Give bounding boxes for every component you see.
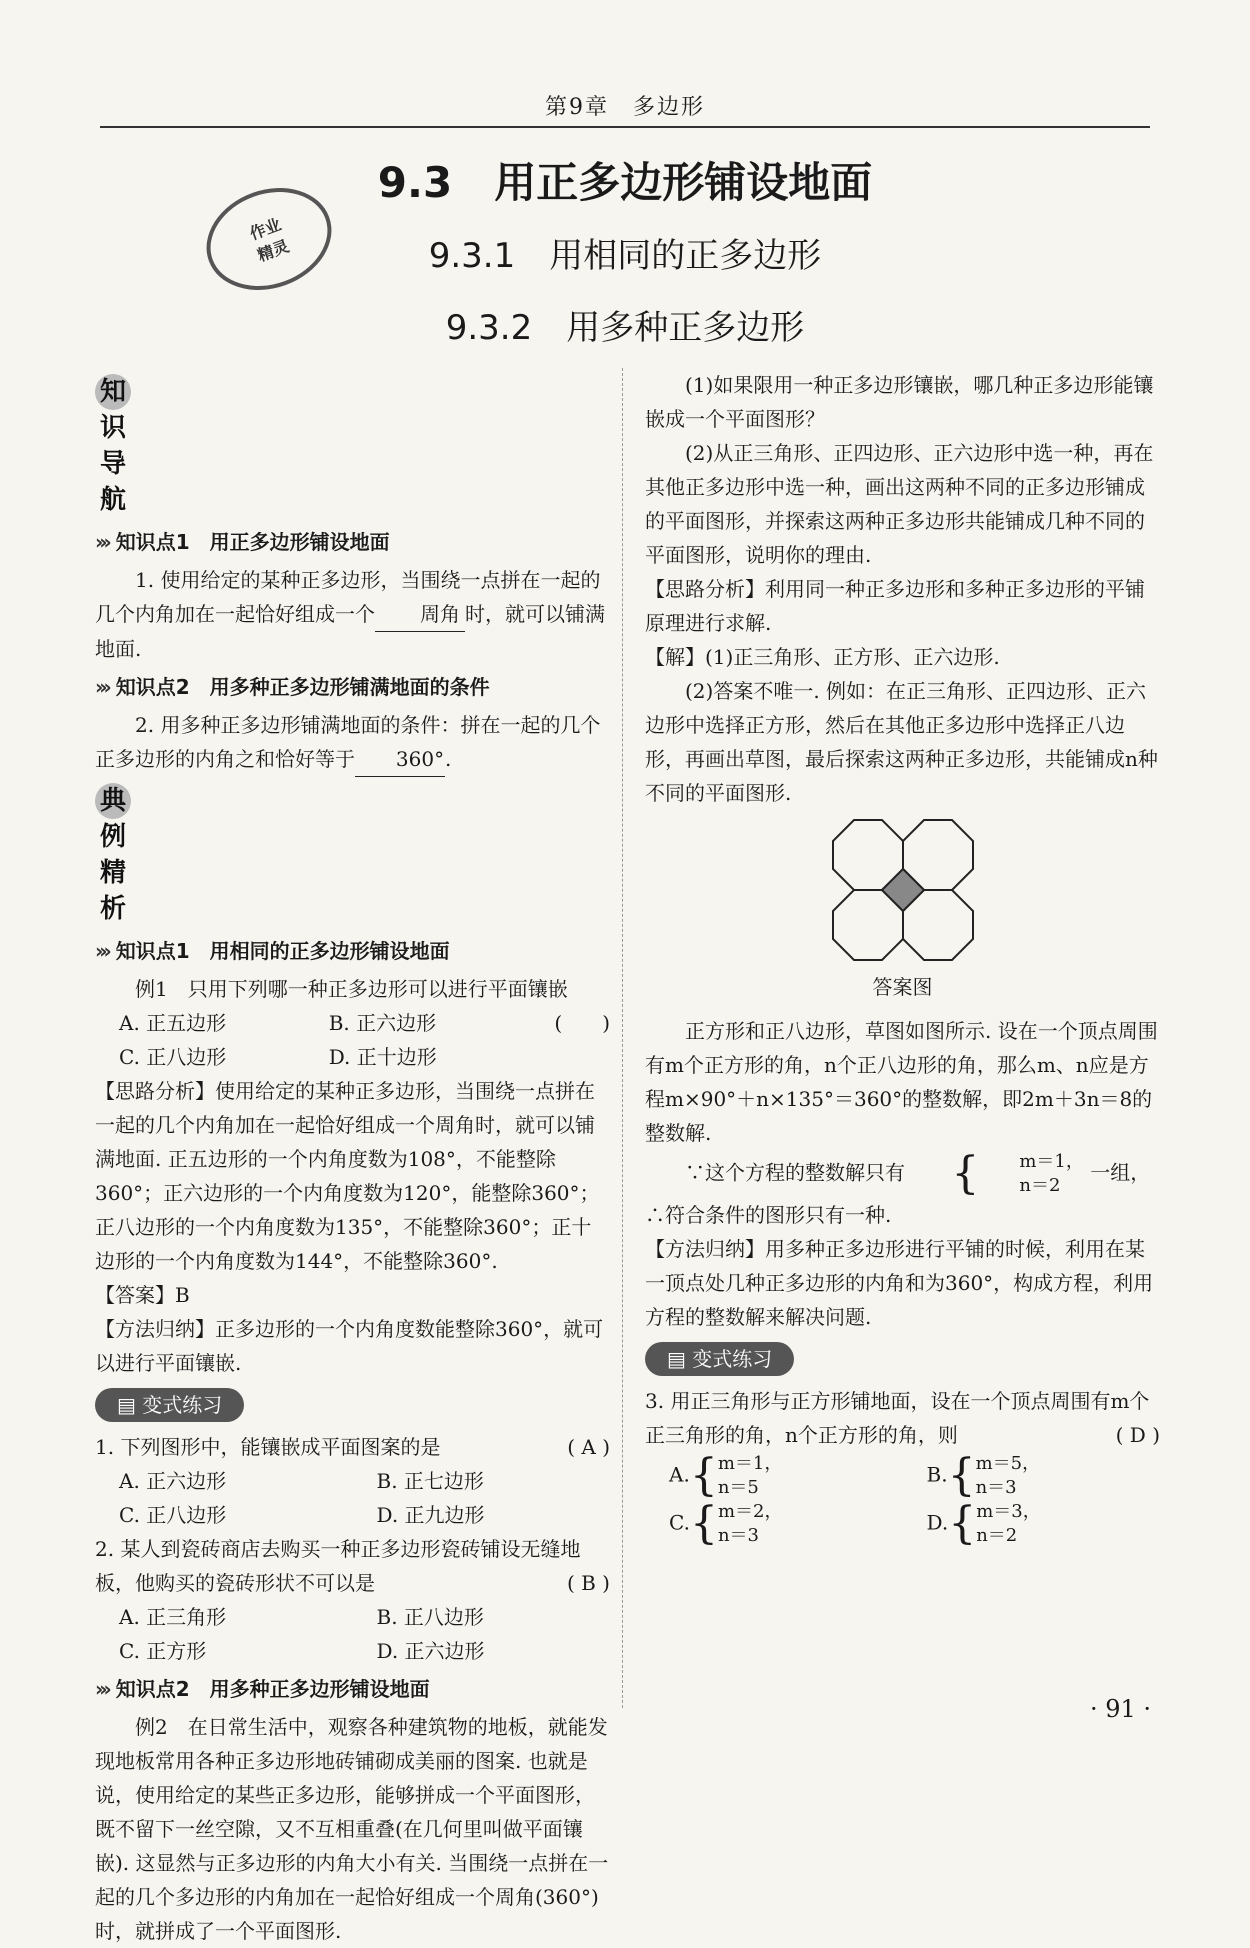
example2-method: 【方法归纳】用多种正多边形进行平铺的时候，利用在某一顶点处几种正多边形的内角和为360°，构成方程，利用方程的整数解来解决问题.: [645, 1237, 1154, 1329]
example1-answer: 【答案】B: [95, 1283, 190, 1307]
example2-solution4: ∵这个方程的整数解只有 { m＝1， n＝2 一组，∴符合条件的图形只有一种.: [645, 1148, 1151, 1227]
example2-analysis: 【思路分析】利用同一种正多边形和多种正多边形的平铺原理进行求解.: [645, 577, 1145, 635]
example1-question: 例1 只用下列哪一种正多边形可以进行平面镶嵌 ( ): [135, 977, 610, 1035]
octagon-square-tiling-icon: [833, 820, 973, 960]
practice-q2: 2. 某人到瓷砖商店去购买一种正多边形瓷砖铺设无缝地板，他购买的瓷砖形状不可以是 ( B ): [95, 1537, 610, 1595]
example2-text-left: 例2 在日常生活中，观察各种建筑物的地板，就能发现地板常用各种正多边形地砖铺砌成美丽的图案. 也就是说，使用给定的某些正多边形，能够拼成一个平面图形，既不留下一丝空隙，又不互相重叠(在几何里叫做平面镶嵌). 这显然与正多边形的内角大小有关. 当围绕一点拼在一起的几个多边形的内角加在一起恰好组成一个周角(360°)时，就拼成了一个平面图形.: [95, 1715, 609, 1943]
section-title: 9.3 用正多边形铺设地面: [377, 158, 873, 207]
example2-q2: (2)从正三角形、正四边形、正六边形中选一种，再在其他正多边形中选一种，画出这两种不同的正多边形铺成的平面图形，并探索这两种正多边形共能铺成几种不同的平面图形，说明你的理由.: [645, 441, 1154, 567]
example1-analysis: 【思路分析】使用给定的某种正多边形，当围绕一点拼在一起的几个内角加在一起恰好组成一个周角时，就可以铺满地面. 正五边形的一个内角度数为108°，不能整除360°；正六边形的一个内角度数为120°，能整除360°；正八边形的一个内角度数为135°，不能整除360°；正十边形的一个内角度数为144°，不能整除360°.: [95, 1079, 600, 1273]
dl-kp2-heading: ››› 知识点2 用多种正多边形铺设地面: [95, 1677, 430, 1701]
stamp-top: 作业: [247, 214, 284, 244]
practice-q1-options: A. 正六边形 B. 正七边形 C. 正八边形 D. 正九边形: [119, 1469, 485, 1527]
subsection-title-2: 9.3.2 用多种正多边形: [445, 308, 805, 348]
kp2-heading: ››› 知识点2 用多种正多边形铺满地面的条件: [95, 675, 490, 699]
kp2-blank: 360°: [355, 742, 445, 777]
example2-q1: (1)如果限用一种正多边形镶嵌，哪几种正多边形能镶嵌成一个平面图形？: [645, 373, 1154, 431]
answer-figure: [645, 820, 1160, 1004]
practice-q2-options: A. 正三角形 B. 正八边形 C. 正方形 D. 正六边形: [119, 1605, 485, 1663]
practice-q3: 3. 用正三角形与正方形铺地面，设在一个顶点周围有m个正三角形的角，n个正方形的角，则 ( D ): [645, 1389, 1160, 1447]
kp1-heading: ››› 知识点1 用正多边形铺设地面: [95, 530, 390, 554]
practice-badge-2: ▤ 变式练习: [645, 1342, 794, 1376]
header-rule: [100, 126, 1150, 128]
running-header: 第9章 多边形: [545, 95, 705, 120]
figure-caption: 答案图: [872, 975, 933, 999]
example2-solution1: 【解】(1)正三角形、正方形、正六边形.: [645, 645, 1000, 669]
left-column: [95, 368, 610, 1943]
example1-method: 【方法归纳】正多边形的一个内角度数能整除360°，就可以进行平面镶嵌.: [95, 1317, 604, 1375]
knowledge-nav-heading: 知识导航: [95, 374, 137, 517]
example2-solution2: (2)答案不唯一. 例如：在正三角形、正四边形、正六边形中选择正方形，然后在其他正多边形中选择正八边形，再画出草图，最后探索这两种正多边形，共能铺成n种不同的平面图形.: [645, 679, 1158, 805]
practice-badge-1: ▤ 变式练习: [95, 1388, 244, 1422]
kp2-text: 2. 用多种正多边形铺满地面的条件：拼在一起的几个正多边形的内角之和恰好等于 360°.: [95, 708, 610, 777]
example1-options: A. 正五边形 B. 正六边形 C. 正八边形 D. 正十边形: [119, 1011, 437, 1069]
stamp-bottom: 精灵: [254, 236, 292, 266]
dl-kp1-heading: ››› 知识点1 用相同的正多边形铺设地面: [95, 939, 450, 963]
example2-solution3: 正方形和正八边形，草图如图所示. 设在一个顶点周围有m个正方形的角，n个正八边形的角，那么m、n应是方程m×90°＋n×135°＝360°的整数解，即2m＋3n＝8的整数解.: [645, 1019, 1158, 1145]
subsection-title-1: 9.3.1 用相同的正多边形: [428, 236, 822, 276]
practice-q1: 1. 下列图形中，能镶嵌成平面图案的是 ( A ): [95, 1435, 610, 1459]
practice-q3-options: A. { m＝1， n＝5 B. { m＝5， n＝3 C. { m＝2， n＝3 D. { m＝3， n＝2: [669, 1450, 1041, 1549]
page-number: · 91 ·: [1090, 1695, 1152, 1723]
right-column: [645, 368, 1160, 1548]
kp1-text: 1. 使用给定的某种正多边形，当围绕一点拼在一起的几个内角加在一起恰好组成一个 周角 时，就可以铺满地面.: [95, 568, 605, 661]
kp1-blank: 周角: [375, 597, 465, 632]
typical-examples-heading: 典例精析: [95, 783, 137, 926]
column-divider: [622, 368, 623, 1708]
